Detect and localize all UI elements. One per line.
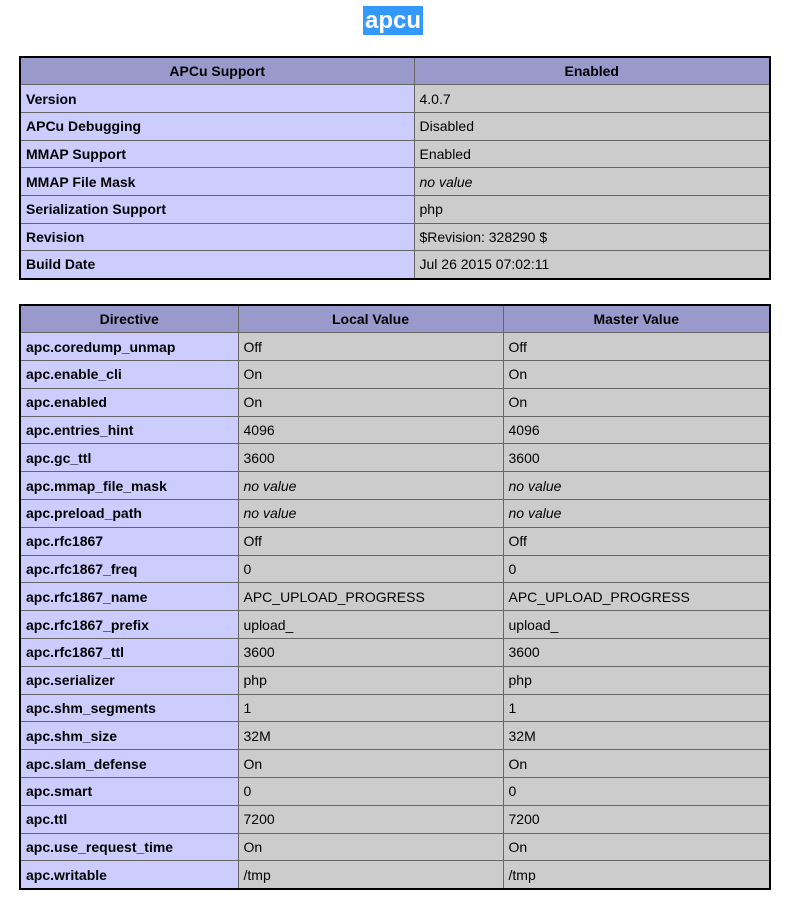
directives-table bbox=[19, 304, 771, 890]
directive-row bbox=[20, 444, 770, 472]
support-table-row bbox=[20, 195, 770, 223]
directive-local-value: On bbox=[238, 750, 503, 778]
directive-local-value: APC_UPLOAD_PROGRESS bbox=[238, 583, 503, 611]
directives-header-local-value: Local Value bbox=[238, 305, 503, 333]
support-row-label: MMAP Support bbox=[20, 140, 414, 168]
directive-local-value: 3600 bbox=[238, 639, 503, 667]
directives-table-header-row bbox=[20, 305, 770, 333]
directive-master-value: On bbox=[503, 388, 770, 416]
directive-name: apc.slam_defense bbox=[20, 750, 238, 778]
directive-row bbox=[20, 527, 770, 555]
support-table-row bbox=[20, 251, 770, 279]
directive-row bbox=[20, 833, 770, 861]
directive-name: apc.rfc1867_ttl bbox=[20, 639, 238, 667]
support-table-row bbox=[20, 85, 770, 113]
directive-local-value: 7200 bbox=[238, 805, 503, 833]
support-row-label: Revision bbox=[20, 223, 414, 251]
directive-master-value: 3600 bbox=[503, 444, 770, 472]
directive-master-value: On bbox=[503, 750, 770, 778]
directives-header-directive: Directive bbox=[20, 305, 238, 333]
directive-local-value: 32M bbox=[238, 722, 503, 750]
directive-local-value: On bbox=[238, 833, 503, 861]
support-table-row bbox=[20, 140, 770, 168]
directive-local-value: Off bbox=[238, 333, 503, 361]
directive-row bbox=[20, 694, 770, 722]
directive-master-value: upload_ bbox=[503, 611, 770, 639]
directive-local-value: Off bbox=[238, 527, 503, 555]
directive-row bbox=[20, 778, 770, 806]
directive-local-value: php bbox=[238, 666, 503, 694]
directive-master-value: /tmp bbox=[503, 861, 770, 889]
directive-name: apc.enable_cli bbox=[20, 361, 238, 389]
support-header-status: Enabled bbox=[414, 57, 770, 85]
support-row-value: php bbox=[414, 195, 770, 223]
directive-master-value: On bbox=[503, 833, 770, 861]
directive-master-value: 4096 bbox=[503, 416, 770, 444]
directive-row bbox=[20, 583, 770, 611]
support-row-label: Version bbox=[20, 85, 414, 113]
directive-master-value: Off bbox=[503, 333, 770, 361]
support-row-value: Enabled bbox=[414, 140, 770, 168]
directive-master-value: On bbox=[503, 361, 770, 389]
directive-row bbox=[20, 333, 770, 361]
directive-name: apc.use_request_time bbox=[20, 833, 238, 861]
directive-local-value: 4096 bbox=[238, 416, 503, 444]
directive-name: apc.coredump_unmap bbox=[20, 333, 238, 361]
directive-row bbox=[20, 639, 770, 667]
directive-master-value: 1 bbox=[503, 694, 770, 722]
directive-local-value: 0 bbox=[238, 778, 503, 806]
directive-name: apc.mmap_file_mask bbox=[20, 472, 238, 500]
directives-header-master-value: Master Value bbox=[503, 305, 770, 333]
directive-name: apc.preload_path bbox=[20, 500, 238, 528]
support-row-value: no value bbox=[414, 168, 770, 196]
support-table-row bbox=[20, 223, 770, 251]
support-table-row bbox=[20, 168, 770, 196]
directive-master-value: 0 bbox=[503, 555, 770, 583]
directive-master-value: no value bbox=[503, 500, 770, 528]
support-row-value: Disabled bbox=[414, 112, 770, 140]
directive-name: apc.rfc1867 bbox=[20, 527, 238, 555]
directive-local-value: no value bbox=[238, 472, 503, 500]
directive-master-value: 3600 bbox=[503, 639, 770, 667]
directive-name: apc.serializer bbox=[20, 666, 238, 694]
directive-row bbox=[20, 722, 770, 750]
directive-local-value: 3600 bbox=[238, 444, 503, 472]
directive-master-value: Off bbox=[503, 527, 770, 555]
directive-master-value: php bbox=[503, 666, 770, 694]
directive-name: apc.smart bbox=[20, 778, 238, 806]
apcu-support-table bbox=[19, 56, 771, 280]
directive-master-value: no value bbox=[503, 472, 770, 500]
directive-local-value: On bbox=[238, 361, 503, 389]
directive-row bbox=[20, 361, 770, 389]
directive-local-value: 0 bbox=[238, 555, 503, 583]
directive-row bbox=[20, 750, 770, 778]
directive-name: apc.enabled bbox=[20, 388, 238, 416]
directive-master-value: 32M bbox=[503, 722, 770, 750]
page-title: apcu bbox=[364, 7, 421, 34]
directive-name: apc.gc_ttl bbox=[20, 444, 238, 472]
directive-row bbox=[20, 611, 770, 639]
support-row-label: Serialization Support bbox=[20, 195, 414, 223]
directive-name: apc.rfc1867_name bbox=[20, 583, 238, 611]
directive-row bbox=[20, 555, 770, 583]
support-row-value: 4.0.7 bbox=[414, 85, 770, 113]
directive-local-value: On bbox=[238, 388, 503, 416]
directive-row bbox=[20, 500, 770, 528]
directive-name: apc.shm_size bbox=[20, 722, 238, 750]
directive-local-value: 1 bbox=[238, 694, 503, 722]
directive-row bbox=[20, 805, 770, 833]
directive-master-value: 7200 bbox=[503, 805, 770, 833]
support-table-header-row bbox=[20, 57, 770, 85]
support-row-label: MMAP File Mask bbox=[20, 168, 414, 196]
directive-name: apc.entries_hint bbox=[20, 416, 238, 444]
directive-name: apc.ttl bbox=[20, 805, 238, 833]
directive-name: apc.rfc1867_prefix bbox=[20, 611, 238, 639]
directive-master-value: APC_UPLOAD_PROGRESS bbox=[503, 583, 770, 611]
support-row-value: Jul 26 2015 07:02:11 bbox=[414, 251, 770, 279]
support-row-value: $Revision: 328290 $ bbox=[414, 223, 770, 251]
support-row-label: Build Date bbox=[20, 251, 414, 279]
directive-local-value: no value bbox=[238, 500, 503, 528]
directive-row bbox=[20, 388, 770, 416]
directive-name: apc.rfc1867_freq bbox=[20, 555, 238, 583]
support-table-row bbox=[20, 112, 770, 140]
directive-name: apc.shm_segments bbox=[20, 694, 238, 722]
directive-master-value: 0 bbox=[503, 778, 770, 806]
support-header-label: APCu Support bbox=[20, 57, 414, 85]
directive-row bbox=[20, 472, 770, 500]
directive-name: apc.writable bbox=[20, 861, 238, 889]
directive-row bbox=[20, 861, 770, 889]
support-row-label: APCu Debugging bbox=[20, 112, 414, 140]
directive-local-value: upload_ bbox=[238, 611, 503, 639]
directive-row bbox=[20, 666, 770, 694]
directive-row bbox=[20, 416, 770, 444]
title-container bbox=[0, 6, 786, 36]
directive-local-value: /tmp bbox=[238, 861, 503, 889]
